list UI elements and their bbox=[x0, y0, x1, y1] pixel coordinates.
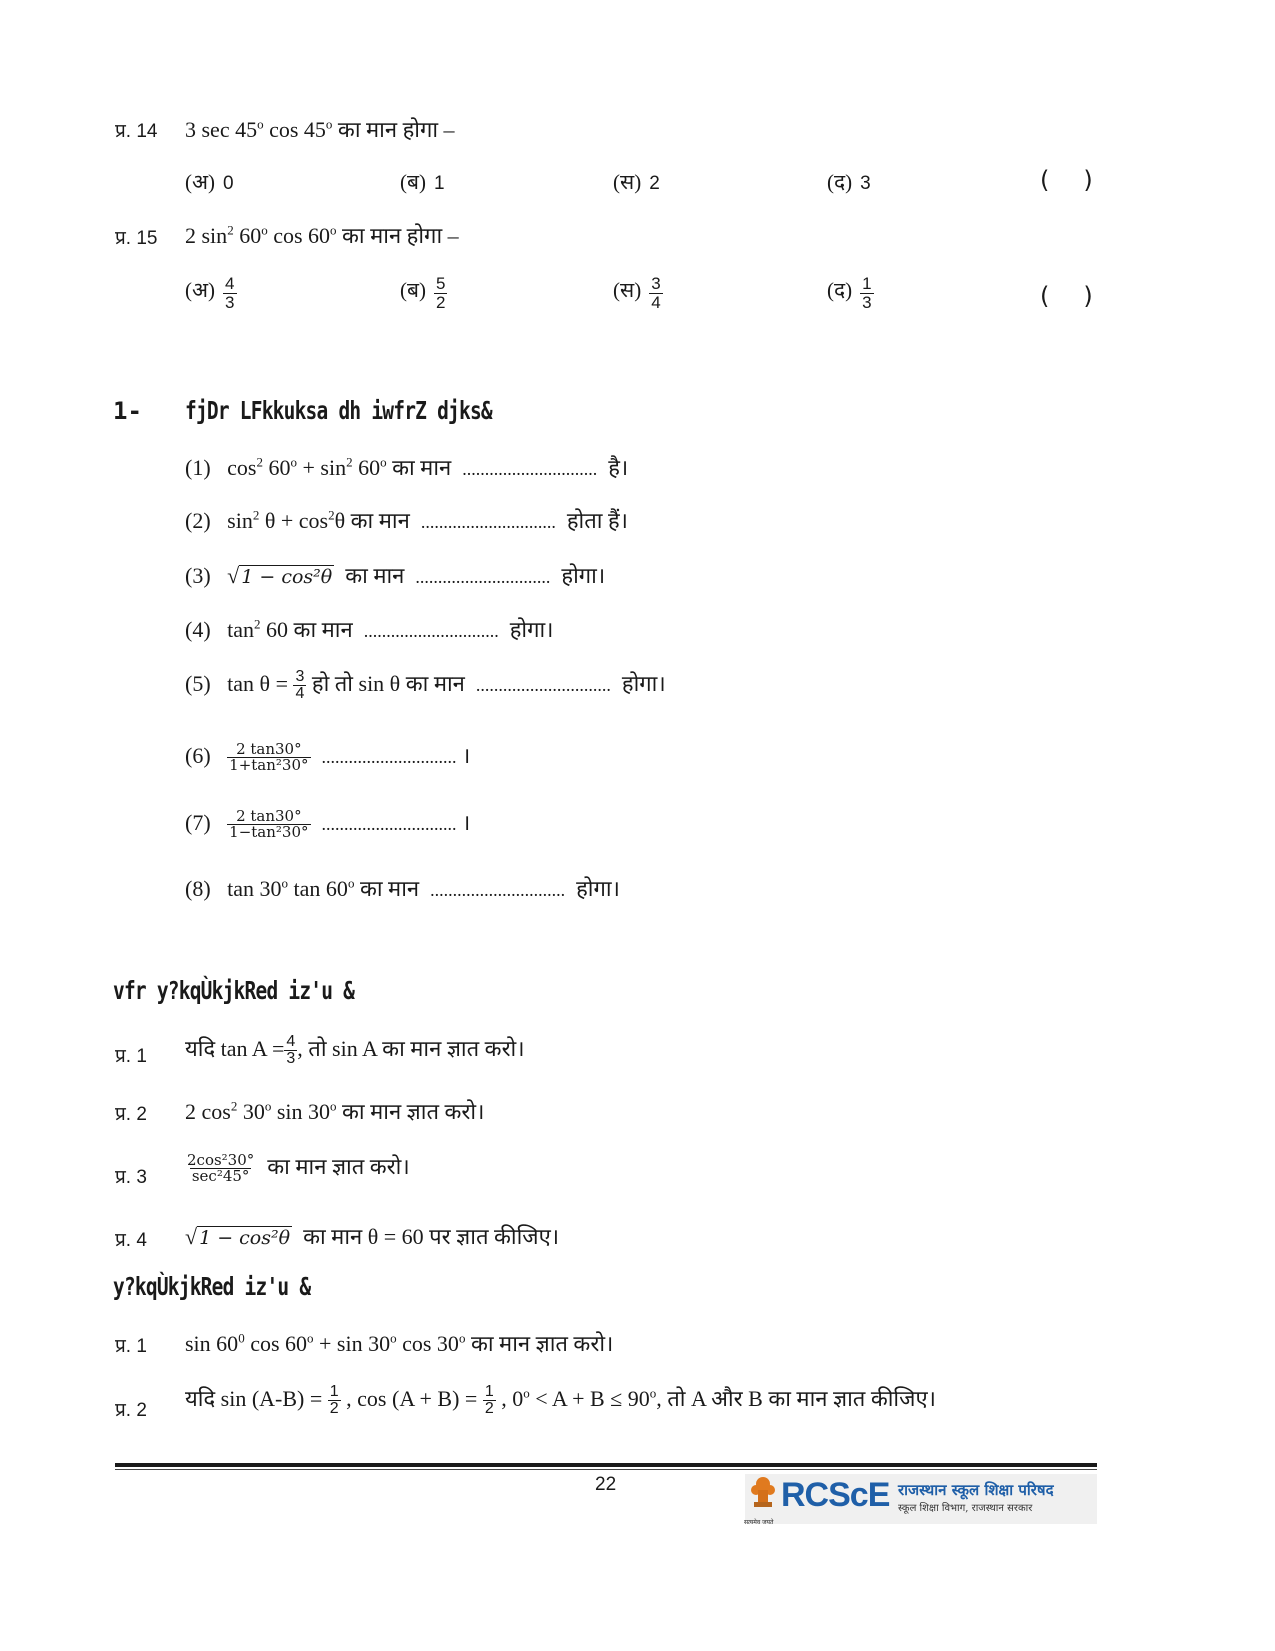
q15-option-a: (अ) $\frac{4}{3}$ bbox=[185, 274, 235, 312]
org-subtitle: स्कूल शिक्षा विभाग, राजस्थान सरकार bbox=[898, 1503, 1033, 1514]
footer-divider bbox=[115, 1463, 1097, 1467]
rcsce-logo-text: RCScE bbox=[781, 1476, 890, 1514]
vsa-question-3-text: $\frac{\text{2cos²30°}}{\text{sec²45°}}$ का मान ज्ञात करो। bbox=[187, 1150, 410, 1186]
blank-item-6: (6) $\frac{2 \tan 30^\circ}{\text{1+tan²30°}}$ .............................. । bbox=[185, 739, 471, 775]
blank-item-2: (2) $\sin^2 \theta + \cos^2\theta$ का मान .............................. होता हैं। bbox=[185, 507, 628, 533]
q15-option-d: (द) $\frac{1}{3}$ bbox=[827, 274, 872, 312]
q15-answer-bracket: ( ) bbox=[1040, 282, 1093, 310]
vsa-question-2-text: 2 $\cos^2 30^o$ sin 30$^o$ का मान ज्ञात करो। bbox=[185, 1098, 485, 1124]
question-number-14: प्र. 14 bbox=[115, 121, 158, 142]
emblem-caption: सत्यमेव जयते bbox=[744, 1519, 774, 1526]
sa-question-number-2: प्र. 2 bbox=[115, 1400, 147, 1421]
sa-question-2-text: यदि sin (A-B) = $\frac{1}{2}$ , cos (A + B) = $\frac{1}{2}$ , $0^o < A + B \le 90^o$, तो A और B का मान ज्ञात कीजिए। bbox=[185, 1382, 936, 1418]
vsa-question-number-4: प्र. 4 bbox=[115, 1230, 147, 1251]
q14-option-c: (स) 2 bbox=[613, 170, 660, 194]
blank-item-3: (3) √ 1 − cos²θ का मान .............................. होगा। bbox=[185, 563, 606, 588]
question-number-15: प्र. 15 bbox=[115, 228, 158, 249]
footer-divider-thin bbox=[115, 1469, 1097, 1470]
square-root-expression: √ 1 − cos²θ bbox=[227, 563, 333, 588]
blank-item-7: (7) $\frac{2 \tan 30^\circ}{\text{1−tan²30°}}$ .............................. । bbox=[185, 806, 471, 842]
q14-answer-bracket: ( ) bbox=[1040, 166, 1093, 194]
vsa-question-1-text: यदि tan A = $\frac{4}{3}$ , तो sin A का मान ज्ञात करो। bbox=[185, 1032, 525, 1068]
org-name: राजस्थान स्कूल शिक्षा परिषद bbox=[898, 1481, 1054, 1499]
blank-item-4: (4) $\tan^2 60$ का मान .............................. होगा। bbox=[185, 616, 554, 642]
q15-option-c: (स) $\frac{3}{4}$ bbox=[613, 274, 661, 312]
section-2-heading: vfr y?kqÙkjkRed iz'u & bbox=[113, 976, 355, 1005]
sa-question-1-text: $\sin 60^0$ $\cos 60^o + \sin 30^o$ cos 30$^o$ का मान ज्ञात करो। bbox=[185, 1330, 614, 1356]
vsa-question-number-1: प्र. 1 bbox=[115, 1046, 147, 1067]
emblem-icon bbox=[748, 1472, 778, 1518]
section-3-heading: y?kqÙkjkRed iz'u & bbox=[113, 1272, 311, 1301]
q14-option-a: (अ) 0 bbox=[185, 170, 234, 194]
section-1-heading: fjDr LFkkuksa dh iwfrZ djks& bbox=[185, 396, 492, 425]
blank-item-1: (1) $\cos^2 60^o + \sin^2 60^o$ का मान .............................. है। bbox=[185, 454, 629, 480]
page-number: 22 bbox=[595, 1474, 617, 1495]
q14-option-d: (द) 3 bbox=[827, 170, 871, 194]
question-14-text: 3 sec 45$^o$ cos 45$^o$ का मान होगा – bbox=[185, 116, 455, 142]
square-root-expression: √ 1 − cos²θ bbox=[185, 1224, 291, 1249]
blank-item-5: (5) tan θ = $\frac{3}{4}$ हो तो sin θ का मान .............................. होगा। bbox=[185, 667, 666, 703]
sa-question-number-1: प्र. 1 bbox=[115, 1336, 147, 1357]
blank-item-8: (8) tan 30$^o$ tan 60$^o$ का मान .............................. होगा। bbox=[185, 875, 620, 901]
q14-option-b: (ब) 1 bbox=[400, 170, 445, 194]
question-15-text: 2 $\sin^2 60^o$ cos 60$^o$ का मान होगा – bbox=[185, 222, 459, 248]
vsa-question-4-text: √ 1 − cos²θ का मान θ = 60 पर ज्ञात कीजिए। bbox=[185, 1224, 560, 1249]
vsa-question-number-3: प्र. 3 bbox=[115, 1167, 147, 1188]
vsa-question-number-2: प्र. 2 bbox=[115, 1104, 147, 1125]
section-1-number: 1- bbox=[113, 397, 142, 425]
q15-option-b: (ब) $\frac{5}{2}$ bbox=[400, 274, 446, 312]
